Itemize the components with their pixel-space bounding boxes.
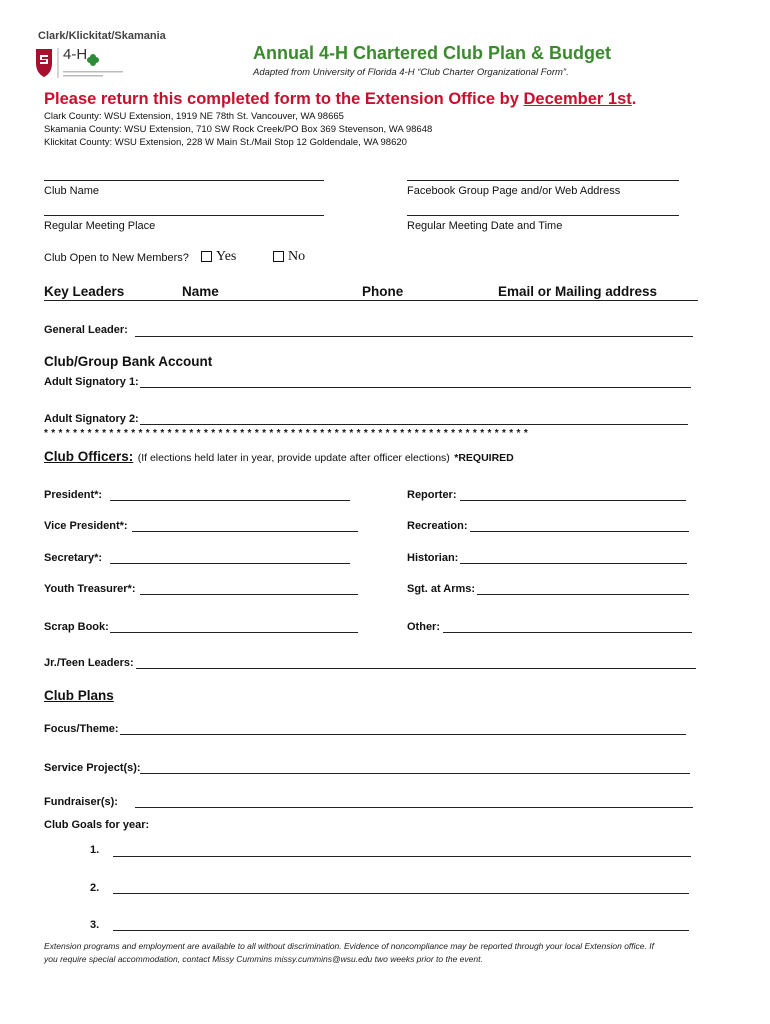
goal-1-number: 1. [90, 844, 100, 856]
historian-label: Historian: [407, 552, 459, 564]
no-label: No [288, 249, 306, 264]
meeting-place-line[interactable] [44, 215, 324, 216]
focus-label: Focus/Theme: [44, 723, 119, 735]
scrap-book-label: Scrap Book: [44, 621, 109, 633]
general-leader-line[interactable] [135, 336, 693, 337]
signatory-1-label: Adult Signatory 1: [44, 376, 139, 388]
required-note: *REQUIRED [454, 452, 514, 464]
officers-heading-row [44, 448, 514, 466]
vice-president-line[interactable] [132, 531, 358, 532]
plans-heading: Club Plans [44, 688, 114, 703]
reporter-label: Reporter: [407, 489, 457, 501]
county-label: Clark/Klickitat/Skamania [38, 30, 166, 42]
col-email: Email or Mailing address [498, 284, 658, 299]
col-phone: Phone [362, 284, 404, 299]
signatory-2-label: Adult Signatory 2: [44, 413, 139, 425]
form-subtitle: Adapted from University of Florida 4-H “Club Charter Organizational Form”. [253, 67, 569, 78]
fundraisers-label: Fundraiser(s): [44, 796, 118, 808]
youth-treasurer-label: Youth Treasurer*: [44, 583, 136, 595]
return-notice-end: . [631, 90, 637, 108]
teen-leaders-line[interactable] [136, 668, 696, 669]
goals-label: Club Goals for year: [44, 819, 150, 831]
service-label: Service Project(s): [44, 762, 141, 774]
goal-2-line[interactable] [113, 893, 689, 894]
wsu-4h-logo [34, 46, 144, 82]
teen-leaders-label: Jr./Teen Leaders: [44, 657, 134, 669]
youth-treasurer-line[interactable] [140, 594, 358, 595]
footer-line-1: Extension programs and employment are available to all without discrimination. Evidence of noncompliance may be reported through your local Extension office. If [44, 941, 654, 951]
club-name-label: Club Name [44, 185, 100, 197]
yes-option[interactable] [201, 249, 236, 265]
sgt-at-arms-line[interactable] [477, 594, 689, 595]
address-klickitat: Klickitat County: WSU Extension, 228 W Main St./Mail Stop 12 Goldendale, WA 98620 [44, 137, 407, 148]
meeting-place-label: Regular Meeting Place [44, 220, 156, 232]
focus-line[interactable] [120, 734, 686, 735]
return-deadline: December 1st [523, 90, 632, 108]
wsu-shield-icon [34, 46, 144, 82]
footer-disclaimer [44, 940, 734, 966]
secretary-label: Secretary*: [44, 552, 103, 564]
scrap-book-line[interactable] [110, 632, 358, 633]
goal-1-line[interactable] [113, 856, 691, 857]
facebook-line[interactable] [407, 180, 679, 181]
goal-2-number: 2. [90, 882, 100, 894]
return-notice-text: Please return this completed form to the Extension Office by [44, 90, 524, 108]
open-members-label: Club Open to New Members? [44, 252, 189, 264]
return-notice [44, 90, 636, 109]
signatory-1-line[interactable] [140, 387, 691, 388]
col-name: Name [182, 284, 219, 299]
vice-president-label: Vice President*: [44, 520, 128, 532]
signatory-2-line[interactable] [140, 424, 688, 425]
service-line[interactable] [140, 773, 690, 774]
historian-line[interactable] [460, 563, 687, 564]
address-list [44, 110, 432, 149]
recreation-line[interactable] [470, 531, 689, 532]
other-label: Other: [407, 621, 440, 633]
fundraisers-line[interactable] [135, 807, 693, 808]
bank-heading: Club/Group Bank Account [44, 354, 213, 369]
address-clark: Clark County: WSU Extension, 1919 NE 78th St. Vancouver, WA 98665 [44, 111, 344, 122]
yes-label: Yes [216, 249, 237, 264]
no-option[interactable] [273, 249, 305, 265]
footer-line-2: you require special accommodation, contact Missy Cummins missy.cummins@wsu.edu two weeks prior to the event. [44, 954, 483, 964]
goal-3-line[interactable] [113, 930, 689, 931]
star-divider: * * * * * * * * * * * * * * * * * * * * * * * * * * * * * * * * * * * * * * * * * * * * * * * * * * * * * * * * * * * * * * * * * * * [44, 428, 529, 439]
sgt-at-arms-label: Sgt. at Arms: [407, 583, 476, 595]
other-line[interactable] [443, 632, 692, 633]
reporter-line[interactable] [460, 500, 686, 501]
address-skamania: Skamania County: WSU Extension, 710 SW Rock Creek/PO Box 369 Stevenson, WA 98648 [44, 124, 433, 135]
meeting-date-label: Regular Meeting Date and Time [407, 220, 563, 232]
yes-checkbox[interactable] [201, 251, 212, 262]
4h-logo-text: 4-H [63, 46, 88, 63]
meeting-date-line[interactable] [407, 215, 679, 216]
no-checkbox[interactable] [273, 251, 284, 262]
secretary-line[interactable] [110, 563, 350, 564]
general-leader-label: General Leader: [44, 324, 128, 336]
recreation-label: Recreation: [407, 520, 468, 532]
facebook-label: Facebook Group Page and/or Web Address [407, 185, 621, 197]
form-title: Annual 4-H Chartered Club Plan & Budget [253, 43, 612, 63]
leaders-header-underline [44, 300, 698, 301]
president-line[interactable] [110, 500, 350, 501]
goal-3-number: 3. [90, 919, 100, 931]
officers-note: (If elections held later in year, provide update after officer elections) [137, 452, 450, 464]
club-name-line[interactable] [44, 180, 324, 181]
officers-heading: Club Officers: [44, 449, 134, 464]
col-key-leaders: Key Leaders [44, 284, 125, 299]
president-label: President*: [44, 489, 103, 501]
